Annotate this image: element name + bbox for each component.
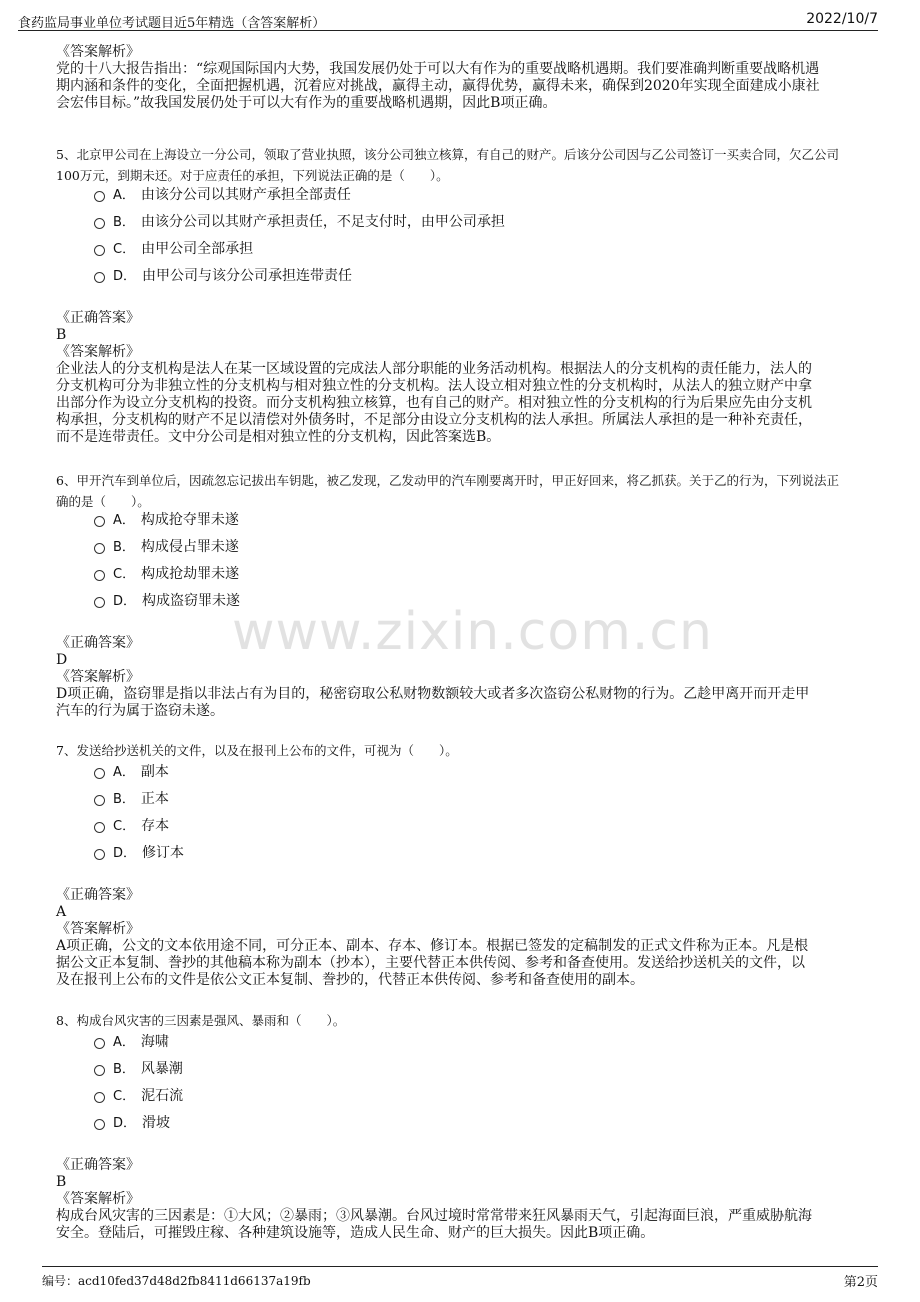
option-text: 风暴潮 (140, 1061, 183, 1077)
option-letter: C． (113, 819, 136, 834)
option-letter: D． (113, 594, 137, 609)
analysis-label: 《答案解析》 (56, 44, 140, 60)
option-letter: B． (113, 792, 135, 807)
radio-icon[interactable] (94, 191, 105, 202)
option-c[interactable] (94, 236, 794, 263)
option-c[interactable] (94, 813, 794, 840)
analysis-label: 《答案解析》 (56, 669, 140, 685)
option-text: 由甲公司与该分公司承担连带责任 (142, 268, 353, 284)
analysis-line: 分支机构可分为非独立性的分支机构与相对独立性的分支机构。法人设立相对独立性的分支机构时，从法人的独立财产中拿 (56, 378, 812, 394)
analysis-line: 而不是连带责任。文中分公司是相对独立性的分支机构，因此答案选B。 (56, 429, 501, 445)
option-letter: A． (113, 1035, 135, 1050)
analysis-line: 党的十八大报告指出：“综观国际国内大势，我国发展仍处于可以大有作为的重要战略机遇期。我们要准确判断重要战略机遇 (56, 61, 820, 77)
option-letter: C． (113, 1089, 136, 1104)
option-a[interactable] (94, 507, 794, 534)
question-text: 7、发送给抄送机关的文件，以及在报刊上公布的文件，可视为（ ）。 (56, 743, 458, 758)
page-number: 第2页 (843, 1275, 878, 1290)
question-6 (56, 470, 878, 512)
radio-icon[interactable] (94, 795, 105, 806)
option-text: 由该分公司以其财产承担全部责任 (140, 187, 351, 203)
question-text: 8、构成台风灾害的三因素是强风、暴雨和（ ）。 (56, 1013, 346, 1028)
analysis-line: 构成台风灾害的三因素是：①大风；②暴雨；③风暴潮。台风过境时常常带来狂风暴雨天气，引起海面巨浪，严重威胁航海 (56, 1208, 812, 1224)
option-d[interactable] (94, 263, 794, 290)
option-letter: A． (113, 513, 135, 528)
option-text: 副本 (140, 764, 169, 780)
analysis-label: 《答案解析》 (56, 921, 140, 937)
question-5 (56, 144, 878, 186)
question-6-options (94, 507, 794, 615)
option-text: 正本 (140, 791, 169, 807)
option-d[interactable] (94, 588, 794, 615)
answer-value: A (56, 904, 67, 920)
analysis-line: 据公文正本复制、誊抄的其他稿本称为副本（抄本），主要代替正本供传阅、参考和备查使用。发送给抄送机关的文件，以 (56, 955, 805, 971)
question-text: 6、甲开汽车到单位后，因疏忽忘记拔出车钥匙，被乙发现，乙发动甲的汽车刚要离开时，甲正好回来，将乙抓获。关于乙的行为，下列说法正 (56, 473, 839, 488)
option-letter: D． (113, 269, 137, 284)
analysis-line: D项正确，盗窃罪是指以非法占有为目的，秘密窃取公私财物数额较大或者多次盗窃公私财物的行为。乙趁甲离开而开走甲 (56, 686, 810, 702)
question-6-answer (56, 635, 866, 720)
option-b[interactable] (94, 534, 794, 561)
option-a[interactable] (94, 1029, 794, 1056)
option-text: 由该分公司以其财产承担责任，不足支付时，由甲公司承担 (140, 214, 505, 230)
option-text: 修订本 (142, 845, 185, 861)
radio-icon[interactable] (94, 516, 105, 527)
radio-icon[interactable] (94, 849, 105, 860)
analysis-label: 《答案解析》 (56, 1191, 140, 1207)
radio-icon[interactable] (94, 1092, 105, 1103)
question-5-options (94, 182, 794, 290)
option-text: 存本 (141, 818, 170, 834)
question-text: 5、北京甲公司在上海设立一分公司，领取了营业执照，该分公司独立核算，有自己的财产。后该分公司因与乙公司签订一买卖合同，欠乙公司 (56, 147, 839, 162)
option-letter: C． (113, 567, 136, 582)
analysis-line: 企业法人的分支机构是法人在某一区域设置的完成法人部分职能的业务活动机构。根据法人的分支机构的责任能力，法人的 (56, 361, 812, 377)
radio-icon[interactable] (94, 218, 105, 229)
document-title: 食药监局事业单位考试题目近5年精选（含答案解析） (18, 16, 326, 31)
analysis-line: 构承担，分支机构的财产不足以清偿对外债务时，不足部分由设立分支机构的法人承担。所属法人承担的是一种补充责任， (56, 412, 812, 428)
option-b[interactable] (94, 209, 794, 236)
question-7-answer (56, 887, 866, 989)
option-letter: B． (113, 540, 135, 555)
analysis-line: 汽车的行为属于盗窃未遂。 (56, 703, 224, 719)
analysis-line: A项正确，公文的文本依用途不同，可分正本、副本、存本、修订本。根据已签发的定稿制发的正式文件称为正本。凡是根 (56, 938, 809, 954)
document-code: 编号：acd10fed37d48d2fb8411d66137a19fb (42, 1274, 311, 1288)
option-b[interactable] (94, 786, 794, 813)
option-text: 构成盗窃罪未遂 (142, 593, 241, 609)
option-text: 由甲公司全部承担 (141, 241, 254, 257)
question-8 (56, 1010, 878, 1031)
radio-icon[interactable] (94, 570, 105, 581)
question-8-options (94, 1029, 794, 1137)
radio-icon[interactable] (94, 597, 105, 608)
radio-icon[interactable] (94, 1038, 105, 1049)
analysis-line: 安全。登陆后，可摧毁庄稼、各种建筑设施等，造成人民生命、财产的巨大损失。因此B项正确。 (56, 1225, 655, 1241)
analysis-line: 会宏伟目标。”故我国发展仍处于可以大有作为的重要战略机遇期，因此B项正确。 (56, 95, 557, 111)
option-a[interactable] (94, 759, 794, 786)
option-letter: D． (113, 846, 137, 861)
option-letter: C． (113, 242, 136, 257)
radio-icon[interactable] (94, 245, 105, 256)
option-letter: A． (113, 765, 135, 780)
option-b[interactable] (94, 1056, 794, 1083)
option-d[interactable] (94, 1110, 794, 1137)
question-text: 100万元，到期未还。对于应责任的承担，下列说法正确的是（ ）。 (56, 168, 449, 183)
option-letter: D． (113, 1116, 137, 1131)
option-a[interactable] (94, 182, 794, 209)
option-letter: A． (113, 188, 135, 203)
analysis-line: 期内涵和条件的变化，全面把握机遇，沉着应对挑战，赢得主动，赢得优势，赢得未来，确保到2020年实现全面建成小康社 (56, 78, 820, 94)
document-date: 2022/10/7 (806, 11, 878, 27)
analysis-line: 出部分作为设立分支机构的投资。而分支机构独立核算，也有自己的财产。相对独立性的分支机构的行为后果应先由分支机 (56, 395, 812, 411)
answer-value: B (56, 327, 67, 343)
question-8-answer (56, 1157, 866, 1242)
answer-value: B (56, 1174, 67, 1190)
analysis-line: 及在报刊上公布的文件是依公文正本复制、誊抄的，代替正本供传阅、参考和备查使用的副本。 (56, 972, 644, 988)
option-letter: B． (113, 215, 135, 230)
answer-label: 《正确答案》 (56, 887, 140, 903)
option-letter: B． (113, 1062, 135, 1077)
option-text: 海啸 (140, 1034, 169, 1050)
option-c[interactable] (94, 1083, 794, 1110)
option-text: 构成抢劫罪未遂 (141, 566, 240, 582)
page-header (18, 8, 878, 31)
option-d[interactable] (94, 840, 794, 867)
page-footer (42, 1266, 878, 1289)
radio-icon[interactable] (94, 272, 105, 283)
answer-label: 《正确答案》 (56, 1157, 140, 1173)
option-text: 构成抢夺罪未遂 (140, 512, 239, 528)
option-c[interactable] (94, 561, 794, 588)
option-text: 构成侵占罪未遂 (140, 539, 239, 555)
question-text: 确的是（ ）。 (56, 494, 150, 509)
answer-label: 《正确答案》 (56, 310, 140, 326)
radio-icon[interactable] (94, 543, 105, 554)
radio-icon[interactable] (94, 768, 105, 779)
question-5-answer (56, 310, 866, 446)
answer-label: 《正确答案》 (56, 635, 140, 651)
top-analysis (56, 44, 866, 112)
question-7 (56, 740, 878, 761)
question-7-options (94, 759, 794, 867)
radio-icon[interactable] (94, 1065, 105, 1076)
option-text: 滑坡 (142, 1115, 171, 1131)
radio-icon[interactable] (94, 822, 105, 833)
radio-icon[interactable] (94, 1119, 105, 1130)
watermark: www.zixin.com.cn (232, 602, 713, 662)
answer-value: D (56, 652, 68, 668)
analysis-label: 《答案解析》 (56, 344, 140, 360)
option-text: 泥石流 (141, 1088, 184, 1104)
